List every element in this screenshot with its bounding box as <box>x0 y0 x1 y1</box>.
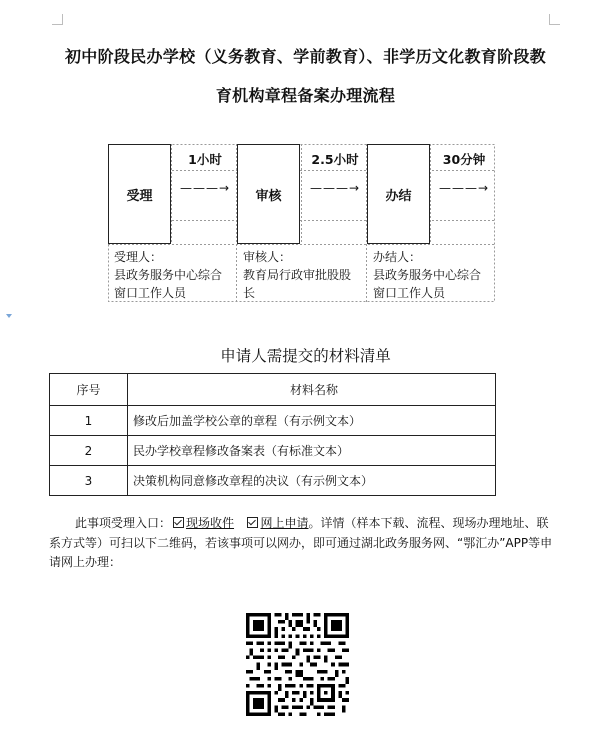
flow-arrow-3: ———→ <box>438 181 490 195</box>
person-line: 窗口工作人员 <box>114 286 187 300</box>
qr-code-icon[interactable] <box>246 613 349 716</box>
materials-table <box>49 373 496 496</box>
process-flowchart <box>108 144 495 302</box>
table-row <box>50 466 496 496</box>
document-title-line2: 育机构章程备案办理流程 <box>215 86 396 105</box>
person-line: 县政务服务中心综合 <box>373 268 482 282</box>
person-label: 审核人： <box>243 250 292 264</box>
flow-time-2: 2.5小时 <box>311 152 359 167</box>
materials-heading: 申请人需提交的材料清单 <box>220 347 391 365</box>
instructions-paragraph <box>49 514 557 573</box>
person-line: 教育局行政审批股股 <box>243 268 352 282</box>
online-option: 网上申请 <box>260 516 309 530</box>
person-line: 窗口工作人员 <box>373 286 446 300</box>
flow-time-1: 1小时 <box>188 152 222 167</box>
row-name: 决策机构同意修改章程的决议（有示例文本） <box>128 466 496 496</box>
person-line: 长 <box>243 286 256 300</box>
table-row <box>50 406 496 436</box>
person-label: 受理人： <box>114 250 163 264</box>
row-name: 修改后加盖学校公章的章程（有示例文本） <box>128 406 496 436</box>
row-no: 1 <box>50 406 128 436</box>
flow-person-complete <box>373 248 501 302</box>
column-header-name: 材料名称 <box>128 374 496 406</box>
checkbox-checked-icon[interactable] <box>247 517 258 528</box>
table-header-row <box>50 374 496 406</box>
table-row <box>50 436 496 466</box>
column-header-no: 序号 <box>50 374 128 406</box>
row-name: 民办学校章程修改备案表（有标准文本） <box>128 436 496 466</box>
flow-step-review: 审核 <box>237 144 300 244</box>
onsite-option: 现场收件 <box>186 516 235 530</box>
row-no: 3 <box>50 466 128 496</box>
checkbox-checked-icon[interactable] <box>173 517 184 528</box>
document-title-line1: 初中阶段民办学校（义务教育、学前教育）、非学历文化教育阶段教 <box>64 47 546 66</box>
flow-step-accept: 受理 <box>108 144 171 244</box>
flow-person-review <box>243 248 371 302</box>
row-no: 2 <box>50 436 128 466</box>
flow-time-3: 30分钟 <box>442 152 486 167</box>
instructions-rest: 。详情（样本下载、流程、现场办理地址、联系方式等）可扫以下二维码，若该事项可以网办，即可通过湖北政务服务网、“鄂汇办”APP等申请网上办理： <box>49 516 553 569</box>
person-line: 县政务服务中心综合 <box>114 268 223 282</box>
crop-mark-top-left <box>52 14 63 25</box>
flow-arrow-1: ———→ <box>179 181 231 195</box>
flow-arrow-2: ———→ <box>309 181 361 195</box>
instructions-prefix: 此事项受理入口： <box>75 516 172 530</box>
crop-mark-top-right <box>549 14 560 25</box>
flow-step-complete: 办结 <box>367 144 430 244</box>
margin-marker-icon <box>6 314 12 318</box>
person-label: 办结人： <box>373 250 422 264</box>
flow-person-accept <box>114 248 242 302</box>
